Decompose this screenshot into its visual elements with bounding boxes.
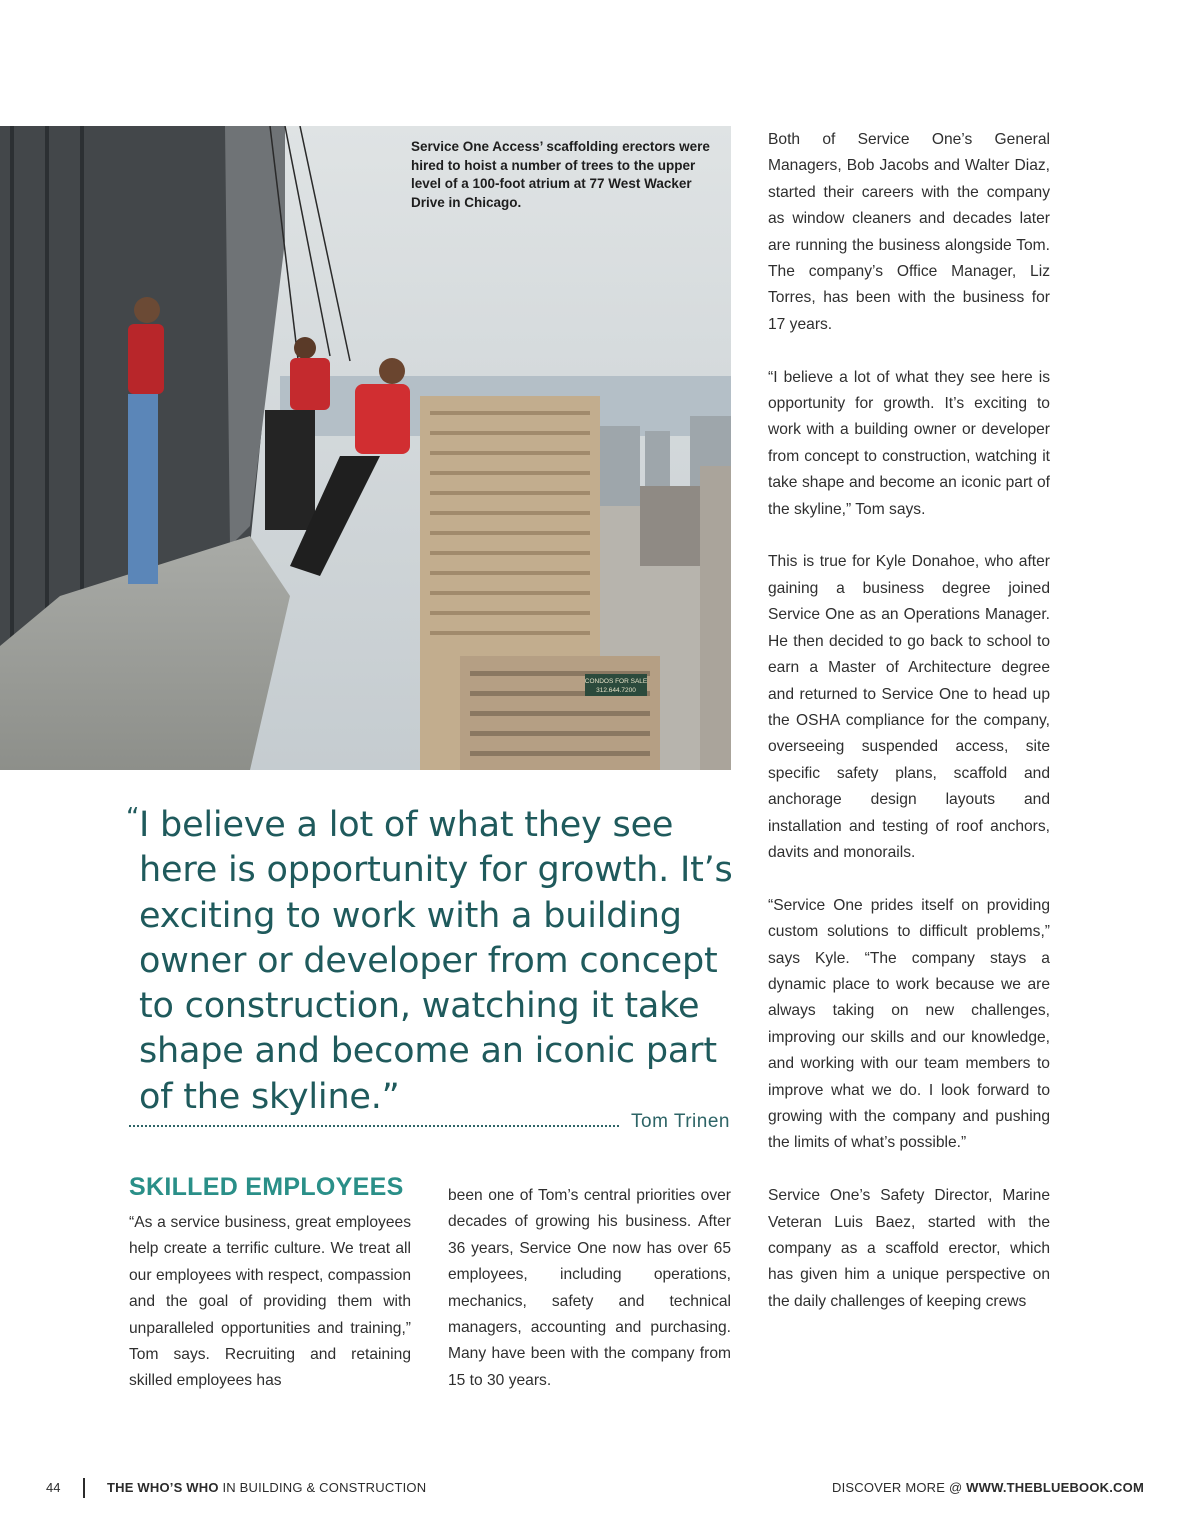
publication-name-rest: IN BUILDING & CONSTRUCTION xyxy=(218,1480,427,1495)
paragraph: This is true for Kyle Donahoe, who after gaining a business degree joined Service One as an Operations Manager. He then decided to go back to school to earn a Master of Architecture degree and returned to Service One to head up the OSHA compliance for the company, overseeing suspended access, site specific safety plans, scaffold and anchorage design layouts and installation and testing of roof anchors, davits and monorails. xyxy=(768,553,1050,861)
billboard-text-2: 312.644.7200 xyxy=(596,687,636,694)
discover-more xyxy=(832,1480,1144,1495)
pull-quote: I believe a lot of what they see here is opportunity for growth. It’s exciting to work with a building owner or developer from concept to construction, watching it take shape and become an iconic part of the skyline.” xyxy=(139,805,733,1117)
billboard-text-1: CONDOS FOR SALE xyxy=(584,678,648,685)
quote-attribution: Tom Trinen xyxy=(631,1111,730,1132)
discover-prefix: DISCOVER MORE @ xyxy=(832,1480,967,1495)
page-footer xyxy=(0,1478,1200,1500)
footer-divider xyxy=(83,1478,85,1498)
paragraph: Both of Service One’s General Managers, Bob Jacobs and Walter Diaz, started their careers with the company as window cleaners and decades later are running the business alongside Tom. The company’s Office Manager, Liz Torres, has been with the business for 17 years. xyxy=(768,131,1050,333)
photo-illustration xyxy=(0,126,731,770)
paragraph: “Service One prides itself on providing custom solutions to difficult problems,” says Kyle. “The company stays a dynamic place to work because we are always taking on new challenges, improving our skills and our knowledge, and working with our team members to improve what we do. I look forward to growing with the company and pushing the limits of what’s possible.” xyxy=(768,896,1050,1152)
dotted-divider xyxy=(129,1125,619,1127)
quote-open-mark: “ xyxy=(126,803,140,833)
paragraph: Service One’s Safety Director, Marine Veteran Luis Baez, started with the company as a scaffold erector, which has given him a unique perspective on the daily challenges of keeping crews xyxy=(768,1187,1050,1310)
feature-photo xyxy=(0,126,731,770)
publication-name xyxy=(107,1480,426,1495)
website-link[interactable]: WWW.THEBLUEBOOK.COM xyxy=(966,1480,1144,1495)
section-heading: SKILLED EMPLOYEES xyxy=(129,1173,404,1201)
page-number: 44 xyxy=(46,1480,61,1495)
photo-caption: Service One Access’ scaffolding erectors were hired to hoist a number of trees to the upper level of a 100-foot atrium at 77 West Wacker Drive in Chicago. xyxy=(411,139,710,210)
publication-name-bold: THE WHO’S WHO xyxy=(107,1480,219,1495)
right-column-text xyxy=(768,127,1050,1342)
paragraph: “I believe a lot of what they see here is opportunity for growth. It’s exciting to work with a building owner or developer from concept to construction, watching it take shape and become an iconic part of the skyline,” Tom says. xyxy=(768,368,1050,518)
body-column-1: “As a service business, great employees help create a terrific culture. We treat all our employees with respect, compassion and the goal of providing them with unparalleled opportunities and training,” Tom says. Recruiting and retaining skilled employees has xyxy=(129,1214,411,1390)
body-column-2: been one of Tom’s central priorities over decades of growing his business. After 36 years, Service One now has over 65 employees, including operations, mechanics, safety and technical managers, accounting and purchasing. Many have been with the company from 15 to 30 years. xyxy=(448,1187,731,1389)
